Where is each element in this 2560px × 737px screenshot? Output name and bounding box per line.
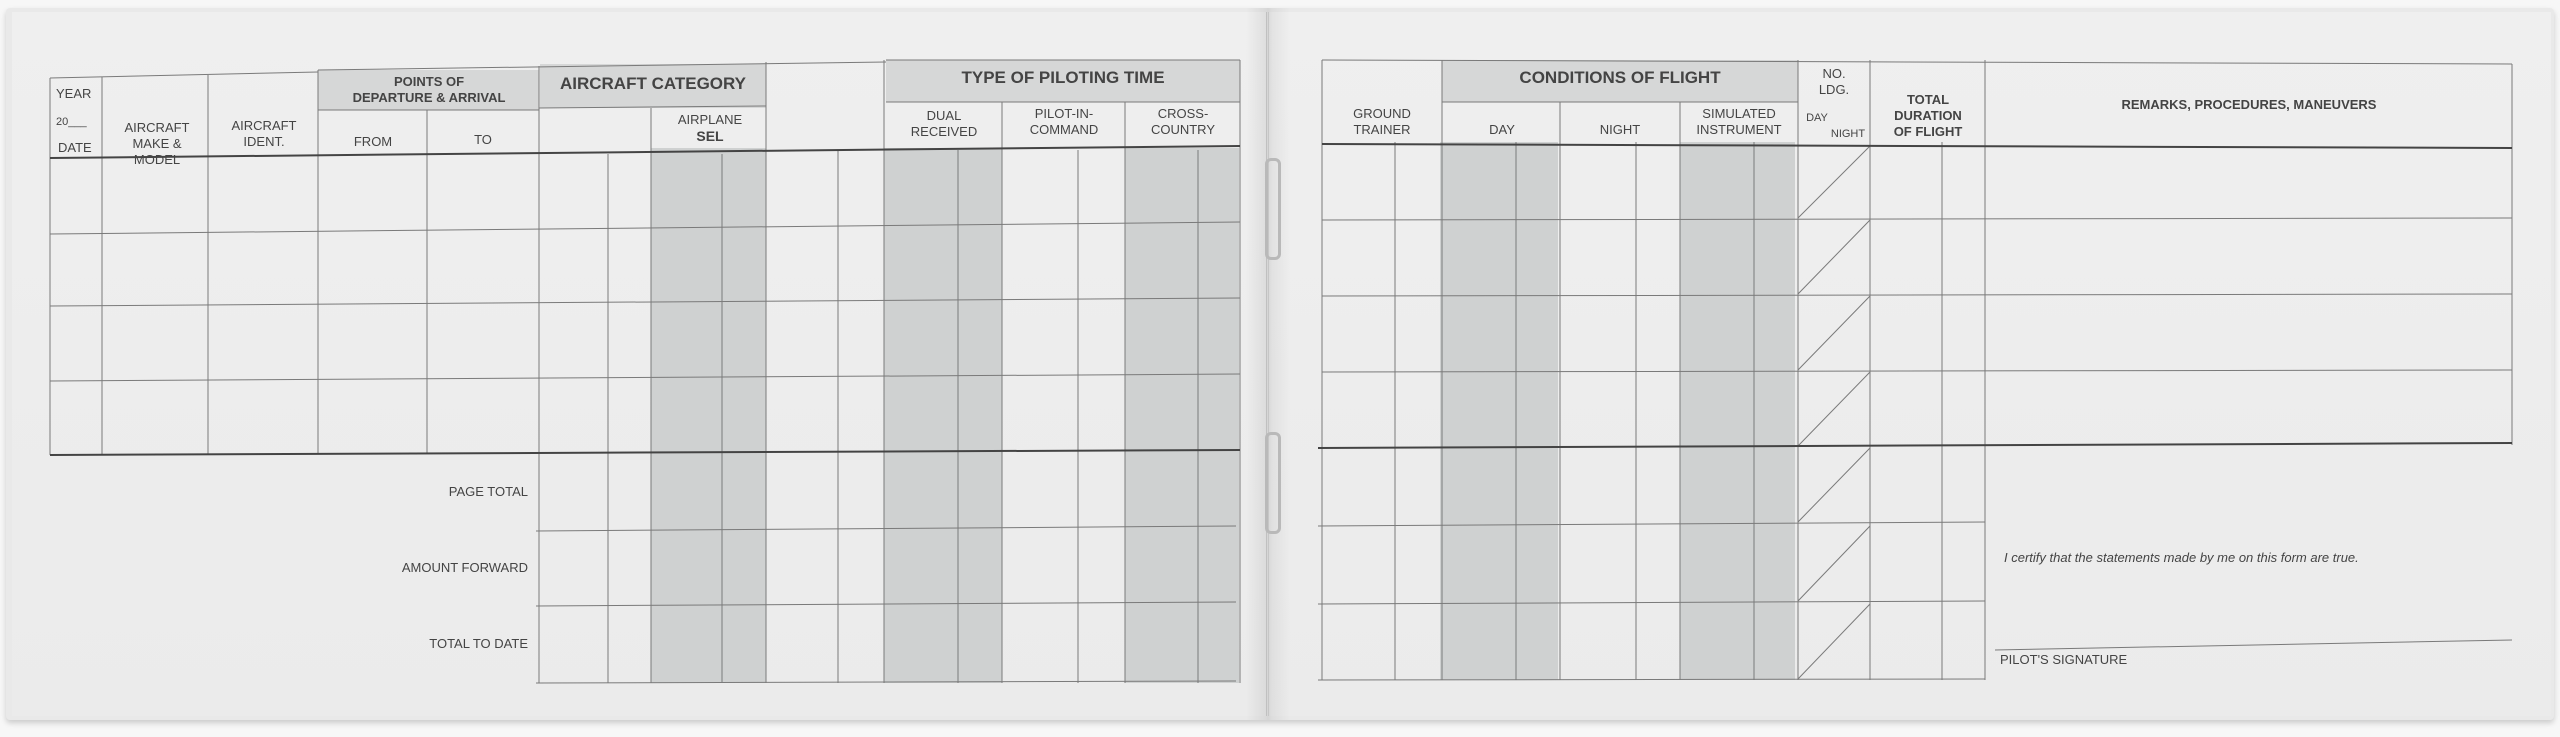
ldg-night-label: NIGHT xyxy=(1830,128,1866,140)
page-total-label: PAGE TOTAL xyxy=(448,484,528,499)
pilot-signature-label: PILOT'S SIGNATURE xyxy=(2000,652,2128,667)
year-label: YEAR xyxy=(56,86,92,101)
certification-text: I certify that the statements made by me on this form are true. xyxy=(2004,550,2359,565)
aircraft-ident-label: AIRCRAFT IDENT. xyxy=(231,118,297,149)
aircraft-make-label: AIRCRAFT MAKE & MODEL xyxy=(124,120,190,167)
night-label: NIGHT xyxy=(1599,122,1641,137)
cross-country-label: CROSS- COUNTRY xyxy=(1150,106,1216,137)
remarks-label: REMARKS, PROCEDURES, MANEUVERS xyxy=(2121,97,2377,112)
airplane-label: AIRPLANE xyxy=(677,112,743,127)
dual-received-label: DUAL RECEIVED xyxy=(910,108,978,139)
right-shading xyxy=(1440,142,1795,680)
total-duration-label: TOTAL DURATION OF FLIGHT xyxy=(1893,92,1963,139)
conditions-header: CONDITIONS OF FLIGHT xyxy=(1519,68,1721,87)
staple-top xyxy=(1265,158,1281,260)
ground-trainer-label: GROUND TRAINER xyxy=(1353,106,1411,137)
points-header: POINTS OF DEPARTURE & ARRIVAL xyxy=(352,74,506,105)
no-ldg-label: NO. LDG. xyxy=(1818,66,1850,97)
left-heavy-lines xyxy=(50,146,1240,455)
ldg-day-label: DAY xyxy=(1806,112,1828,124)
simulated-instrument-label: SIMULATED INSTRUMENT xyxy=(1696,106,1782,137)
to-label: TO xyxy=(474,132,492,147)
sel-label: SEL xyxy=(696,128,724,144)
aircraft-category-header: AIRCRAFT CATEGORY xyxy=(559,74,747,93)
from-label: FROM xyxy=(353,134,393,149)
pilot-in-command-label: PILOT-IN- COMMAND xyxy=(1029,106,1099,137)
day-label: DAY xyxy=(1489,122,1515,137)
staple-bottom xyxy=(1265,432,1281,534)
left-lines xyxy=(50,60,1240,683)
amount-forward-label: AMOUNT FORWARD xyxy=(401,560,528,575)
year-value: 20___ xyxy=(56,116,87,128)
date-label: DATE xyxy=(58,140,92,155)
total-to-date-label: TOTAL TO DATE xyxy=(429,636,528,651)
piloting-time-header: TYPE OF PILOTING TIME xyxy=(961,68,1165,87)
